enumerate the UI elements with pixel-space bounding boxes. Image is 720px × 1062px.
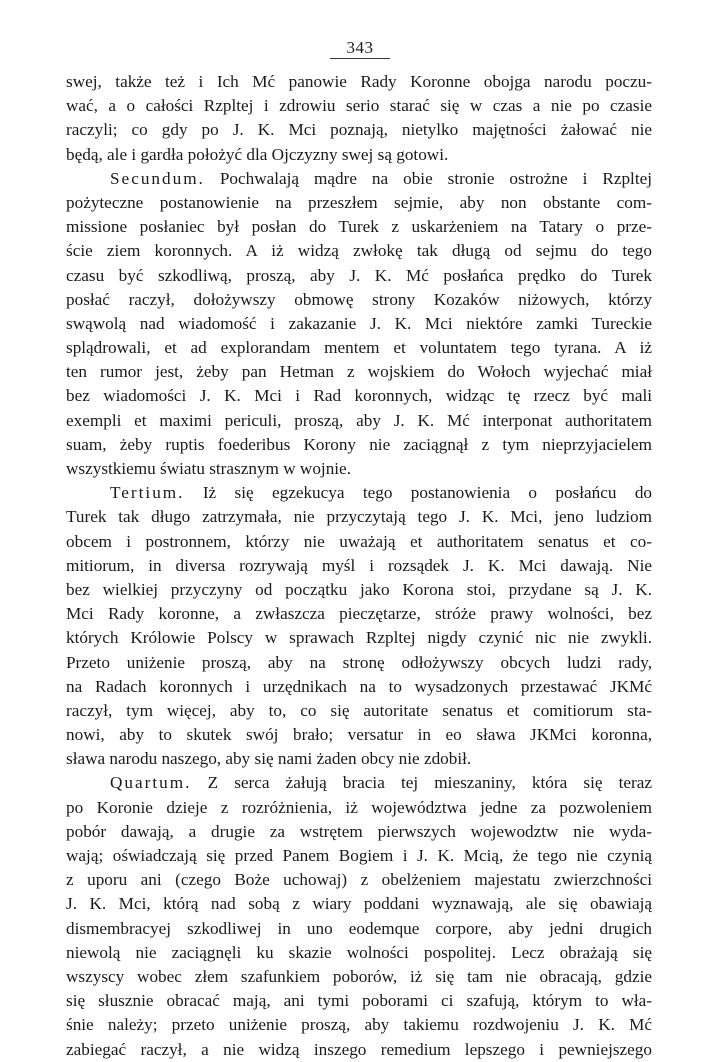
text-line <box>66 481 652 505</box>
page-number-rule <box>330 58 390 59</box>
text-line <box>66 917 652 941</box>
text-line <box>66 457 652 481</box>
text-line <box>66 675 652 699</box>
text-line <box>66 239 652 263</box>
text-line <box>66 723 652 747</box>
line-text: po Koronie dzieje z rozróżnienia, iż województwa jedne za pozwoleniem <box>66 797 652 817</box>
line-text: pożyteczne postanowienie na przeszłem sejmie, aby non obstante com- <box>66 192 652 212</box>
text-line <box>66 530 652 554</box>
text-line <box>66 820 652 844</box>
text-line <box>66 118 652 142</box>
text-line <box>66 626 652 650</box>
line-text: splądrowali, et ad explorandam mentem et voluntatem tego tyrana. A iż <box>66 338 652 358</box>
line-text: na Radach koronnych i urzędnikach na to wysadzonych przestawać JKMć <box>66 676 652 696</box>
text-line <box>66 868 652 892</box>
line-text: swej, także też i Ich Mć panowie Rady Koronne obojga narodu poczu- <box>66 72 652 91</box>
line-text: Przeto uniżenie proszą, aby na stronę odłożywszy obcych ludzi rady, <box>66 652 652 672</box>
text-line <box>66 167 652 191</box>
line-text: bez wiadomości J. K. Mci i Rad koronnych, widząc tę rzecz być mali <box>66 386 652 406</box>
text-line <box>66 409 652 433</box>
text-line <box>66 94 652 118</box>
text-line <box>66 215 652 239</box>
line-text: bez wielkiej przyczyny od początku jako Korona stoi, przydane są J. K. <box>66 579 652 599</box>
text-line <box>66 941 652 965</box>
line-text: wać, a o całości Rzpltej i zdrowiu serio starać się w czas a nie po czasie <box>66 96 652 116</box>
line-text: Turek tak długo zatrzymała, nie przyczytają tego J. K. Mci, jeno ludziom <box>66 507 652 527</box>
page-number: 343 <box>346 38 374 57</box>
line-text: pobór dawają, a drugie za wstrętem pierwszych wojewodztw nie wyda- <box>66 821 652 841</box>
text-line <box>66 965 652 989</box>
text-line <box>66 844 652 868</box>
text-line <box>66 384 652 408</box>
line-text: Mci Rady koronne, a zwłaszcza pieczętarze, stróże prawy wolności, bez <box>66 604 652 624</box>
text-line <box>66 143 652 167</box>
text-line <box>66 892 652 916</box>
line-text: raczyli; co gdy po J. K. Mci poznają, nietylko majętności żałować nie <box>66 120 652 140</box>
line-text: sława narodu naszego, aby się nami żaden obcy nie zdobił. <box>66 749 472 769</box>
text-line <box>66 771 652 795</box>
text-line <box>66 989 652 1013</box>
line-text: ście ziem koronnych. A iż widzą zwłokę tak długą od sejmu do tego <box>66 241 652 261</box>
line-text: będą, ale i gardła położyć dla Ojczyzny swej są gotowi. <box>66 144 449 164</box>
line-text: wają; oświadczają się przed Panem Bogiem i J. K. Mcią, że tego nie czynią <box>66 846 652 865</box>
line-text: J. K. Mci, którą nad sobą z wiary poddani wyznawają, ale się obawiają <box>66 894 652 914</box>
text-line <box>66 554 652 578</box>
text-line <box>66 312 652 336</box>
line-text: raczył, tym więcej, aby to, co się autoritate senatus et comitiorum sta- <box>66 700 652 720</box>
line-text: z uporu ani (czego Boże uchowaj) z obelżeniem majestatu zwierzchności <box>66 870 652 890</box>
line-text: Iż się egzekucya tego postanowienia o posłańcu do <box>202 483 653 503</box>
section-heading: Tertium. <box>110 483 185 503</box>
text-line <box>66 433 652 457</box>
text-line <box>66 505 652 529</box>
text-line <box>66 288 652 312</box>
line-text: czasu być szkodliwą, proszą, aby J. K. Mć posłańca prędko do Turek <box>66 265 652 285</box>
line-text: missione posłaniec był posłan do Turek z uskarżeniem na Tatary o prze- <box>66 217 652 237</box>
line-text: Z serca żałują bracia tej mieszaniny, która się teraz <box>207 773 653 793</box>
body-text <box>66 70 652 1062</box>
line-text: ten rumor jest, żeby pan Hetman z wojskiem do Wołoch wyjechać miał <box>66 362 652 382</box>
line-text: obcem i postronnem, którzy nie uważają et authoritatem senatus et co- <box>66 531 652 551</box>
line-text: swąwolą nad wiadomość i zakazanie J. K. Mci niektóre zamki Tureckie <box>66 313 652 333</box>
text-line <box>66 578 652 602</box>
line-text: mitiorum, in diversa rozrywają myśl i rozsądek J. K. Mci dawają. Nie <box>66 555 652 575</box>
line-text: których Królowie Polscy w sprawach Rzpltej nigdy czynić nic nie zwykli. <box>66 628 652 648</box>
line-text: exempli et maximi periculi, proszą, aby J. K. Mć interponat authoritatem <box>66 410 652 430</box>
line-text: nowi, aby to skutek swój brało; versatur in eo sława JKMci koronna, <box>66 725 652 745</box>
text-line <box>66 191 652 215</box>
line-text: posłać raczył, dołożywszy obmowę strony Kozaków niżowych, którzy <box>66 289 652 309</box>
text-line <box>66 336 652 360</box>
line-text: suam, żeby ruptis foederibus Korony nie zaciągnął z tym nieprzyjacielem <box>66 434 652 454</box>
line-text: niewolą nie zaciągnęli ku skazie wolności pospolitej. Lecz obrażają się <box>66 942 652 962</box>
line-text: wszystkiemu światu strasznym w wojnie. <box>66 459 351 478</box>
line-text: się słusznie obracać mają, ani tymi poborami ci szafują, którym to wła- <box>66 991 652 1011</box>
line-text: Pochwalają mądre na obie stronie ostrożne i Rzpltej <box>219 168 652 188</box>
text-line <box>66 796 652 820</box>
text-line <box>66 264 652 288</box>
text-line <box>66 651 652 675</box>
text-line <box>66 70 652 94</box>
text-line <box>66 360 652 384</box>
line-text: śnie należy; przeto uniżenie proszą, aby takiemu rozdwojeniu J. K. Mć <box>66 1015 652 1035</box>
line-text: dismembracyej szkodliwej in uno eodemque corpore, aby jedni drugich <box>66 918 652 938</box>
text-line <box>66 602 652 626</box>
line-text: zabiegać raczył, a nie widzą inszego remedium lepszego i pewniejszego <box>66 1039 652 1059</box>
text-line <box>66 747 652 771</box>
section-heading: Secundum. <box>110 168 205 188</box>
text-line <box>66 699 652 723</box>
text-line <box>66 1038 652 1062</box>
line-text: wszyscy wobec złem szafunkiem poborów, iż się tam nie obracają, gdzie <box>66 966 652 986</box>
section-heading: Quartum. <box>110 773 192 793</box>
text-line <box>66 1013 652 1037</box>
